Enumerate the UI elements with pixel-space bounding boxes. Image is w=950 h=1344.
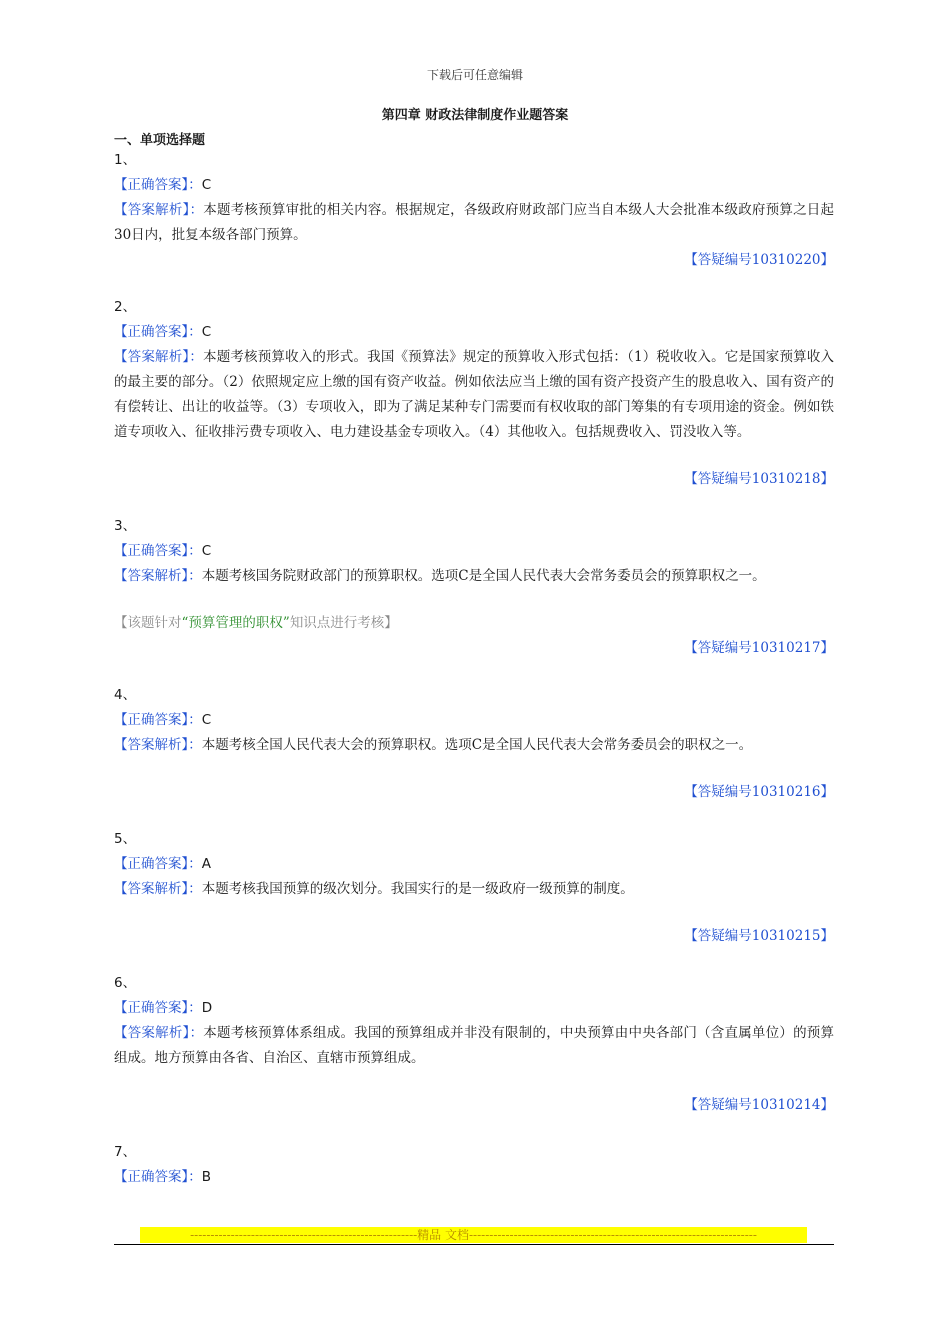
analysis-text: 本题考核预算体系组成。我国的预算组成并非没有限制的，中央预算由中央各部门（含直属单位）的预算组成。地方预算由各省、自治区、直辖市预算组成。 bbox=[114, 1025, 835, 1066]
answer-line bbox=[114, 173, 834, 198]
answer-colon: ： bbox=[188, 543, 202, 559]
question-4 bbox=[114, 683, 834, 827]
question-2 bbox=[114, 295, 834, 514]
analysis-tag: 【答案解析】 bbox=[114, 881, 189, 897]
answer-line bbox=[114, 320, 834, 345]
analysis-line bbox=[114, 1021, 834, 1071]
answer-value: C bbox=[201, 543, 212, 559]
answer-tag: 【正确答案】 bbox=[114, 177, 189, 193]
answer-line bbox=[114, 852, 834, 877]
answer-value: B bbox=[201, 1169, 212, 1185]
note-prefix: 【该题针对 bbox=[114, 615, 182, 631]
analysis-tag: 【答案解析】 bbox=[114, 349, 190, 365]
answer-colon: ： bbox=[188, 324, 202, 340]
footer-divider bbox=[114, 1244, 834, 1245]
analysis-text: 本题考核预算收入的形式。我国《预算法》规定的预算收入形式包括：（1）税收收入。它是国家预算收入的最主要的部分。（2）依照规定应上缴的国有资产收益。例如依法应当上缴的国有资产投资产生的股息收入、国有资产的有偿转让、出让的收益等。（3）专项收入，即为了满足某种专门需要而有权收取的部门筹集的有专项用途的资金。例如铁道专项收入、征收排污费专项收入、电力建设基金专项收入。（4）其他收入。包括规费收入、罚没收入等。 bbox=[114, 349, 835, 440]
answer-value: D bbox=[201, 1000, 213, 1016]
analysis-text: 本题考核全国人民代表大会的预算职权。选项C是全国人民代表大会常务委员会的职权之一。 bbox=[201, 737, 753, 753]
answer-tag: 【正确答案】 bbox=[114, 1000, 189, 1016]
question-number: 6、 bbox=[114, 975, 137, 991]
answer-colon: ： bbox=[188, 856, 202, 872]
analysis-tag: 【答案解析】 bbox=[114, 1025, 190, 1041]
analysis-text: 本题考核国务院财政部门的预算职权。选项C是全国人民代表大会常务委员会的预算职权之一。 bbox=[201, 568, 766, 584]
query-reference: 【答疑编号10310220】 bbox=[684, 252, 834, 268]
analysis-text: 本题考核预算审批的相关内容。根据规定，各级政府财政部门应当自本级人大会批准本级政府预算之日起30日内，批复本级各部门预算。 bbox=[114, 202, 835, 243]
question-1 bbox=[114, 148, 834, 295]
answer-tag: 【正确答案】 bbox=[114, 543, 189, 559]
analysis-line bbox=[114, 345, 834, 445]
document-title: 第四章 财政法律制度作业题答案 bbox=[381, 108, 569, 123]
query-reference: 【答疑编号10310217】 bbox=[684, 640, 834, 656]
answer-line bbox=[114, 996, 834, 1021]
analysis-line bbox=[114, 733, 834, 758]
answer-value: C bbox=[201, 324, 212, 340]
analysis-tag: 【答案解析】 bbox=[114, 202, 190, 218]
question-number: 1、 bbox=[114, 152, 137, 168]
analysis-text: 本题考核我国预算的级次划分。我国实行的是一级政府一级预算的制度。 bbox=[201, 881, 634, 897]
query-reference: 【答疑编号10310215】 bbox=[684, 928, 834, 944]
question-number: 7、 bbox=[114, 1144, 137, 1160]
answer-value: C bbox=[201, 177, 212, 193]
analysis-tag: 【答案解析】 bbox=[114, 737, 189, 753]
query-reference: 【答疑编号10310216】 bbox=[684, 784, 834, 800]
knowledge-point-note bbox=[114, 611, 834, 636]
answer-colon: ： bbox=[188, 1000, 202, 1016]
footer-banner: --------------------------------------------------------精品 文档----------------------------------------------------------------------- bbox=[140, 1227, 807, 1243]
question-number: 3、 bbox=[114, 518, 137, 534]
answer-colon: ： bbox=[188, 177, 202, 193]
answer-tag: 【正确答案】 bbox=[114, 712, 189, 728]
page-header: 下载后可任意编辑 bbox=[426, 68, 523, 82]
answer-value: C bbox=[201, 712, 212, 728]
analysis-colon: ： bbox=[189, 202, 204, 218]
answer-colon: ： bbox=[188, 712, 202, 728]
note-suffix: 知识点进行考核】 bbox=[289, 615, 398, 631]
question-7 bbox=[114, 1140, 834, 1190]
question-5 bbox=[114, 827, 834, 971]
question-number: 2、 bbox=[114, 299, 137, 315]
knowledge-point: “预算管理的职权” bbox=[181, 615, 290, 631]
query-reference: 【答疑编号10310214】 bbox=[684, 1097, 834, 1113]
question-6 bbox=[114, 971, 834, 1140]
question-number: 4、 bbox=[114, 687, 137, 703]
analysis-tag: 【答案解析】 bbox=[114, 568, 189, 584]
question-3 bbox=[114, 514, 834, 683]
analysis-colon: ： bbox=[188, 568, 202, 584]
answer-line bbox=[114, 539, 834, 564]
answer-line bbox=[114, 1165, 834, 1190]
answer-tag: 【正确答案】 bbox=[114, 324, 189, 340]
answer-line bbox=[114, 708, 834, 733]
analysis-line bbox=[114, 877, 834, 902]
answer-tag: 【正确答案】 bbox=[114, 856, 189, 872]
answer-colon: ： bbox=[188, 1169, 202, 1185]
analysis-line bbox=[114, 564, 834, 589]
analysis-line bbox=[114, 198, 834, 248]
query-reference: 【答疑编号10310218】 bbox=[684, 471, 834, 487]
analysis-colon: ： bbox=[189, 1025, 204, 1041]
analysis-colon: ： bbox=[188, 737, 202, 753]
answer-value: A bbox=[201, 856, 211, 872]
analysis-colon: ： bbox=[188, 881, 202, 897]
question-list bbox=[114, 148, 834, 1190]
analysis-colon: ： bbox=[189, 349, 204, 365]
answer-tag: 【正确答案】 bbox=[114, 1169, 189, 1185]
question-number: 5、 bbox=[114, 831, 137, 847]
section-title: 一、单项选择题 bbox=[114, 133, 206, 148]
